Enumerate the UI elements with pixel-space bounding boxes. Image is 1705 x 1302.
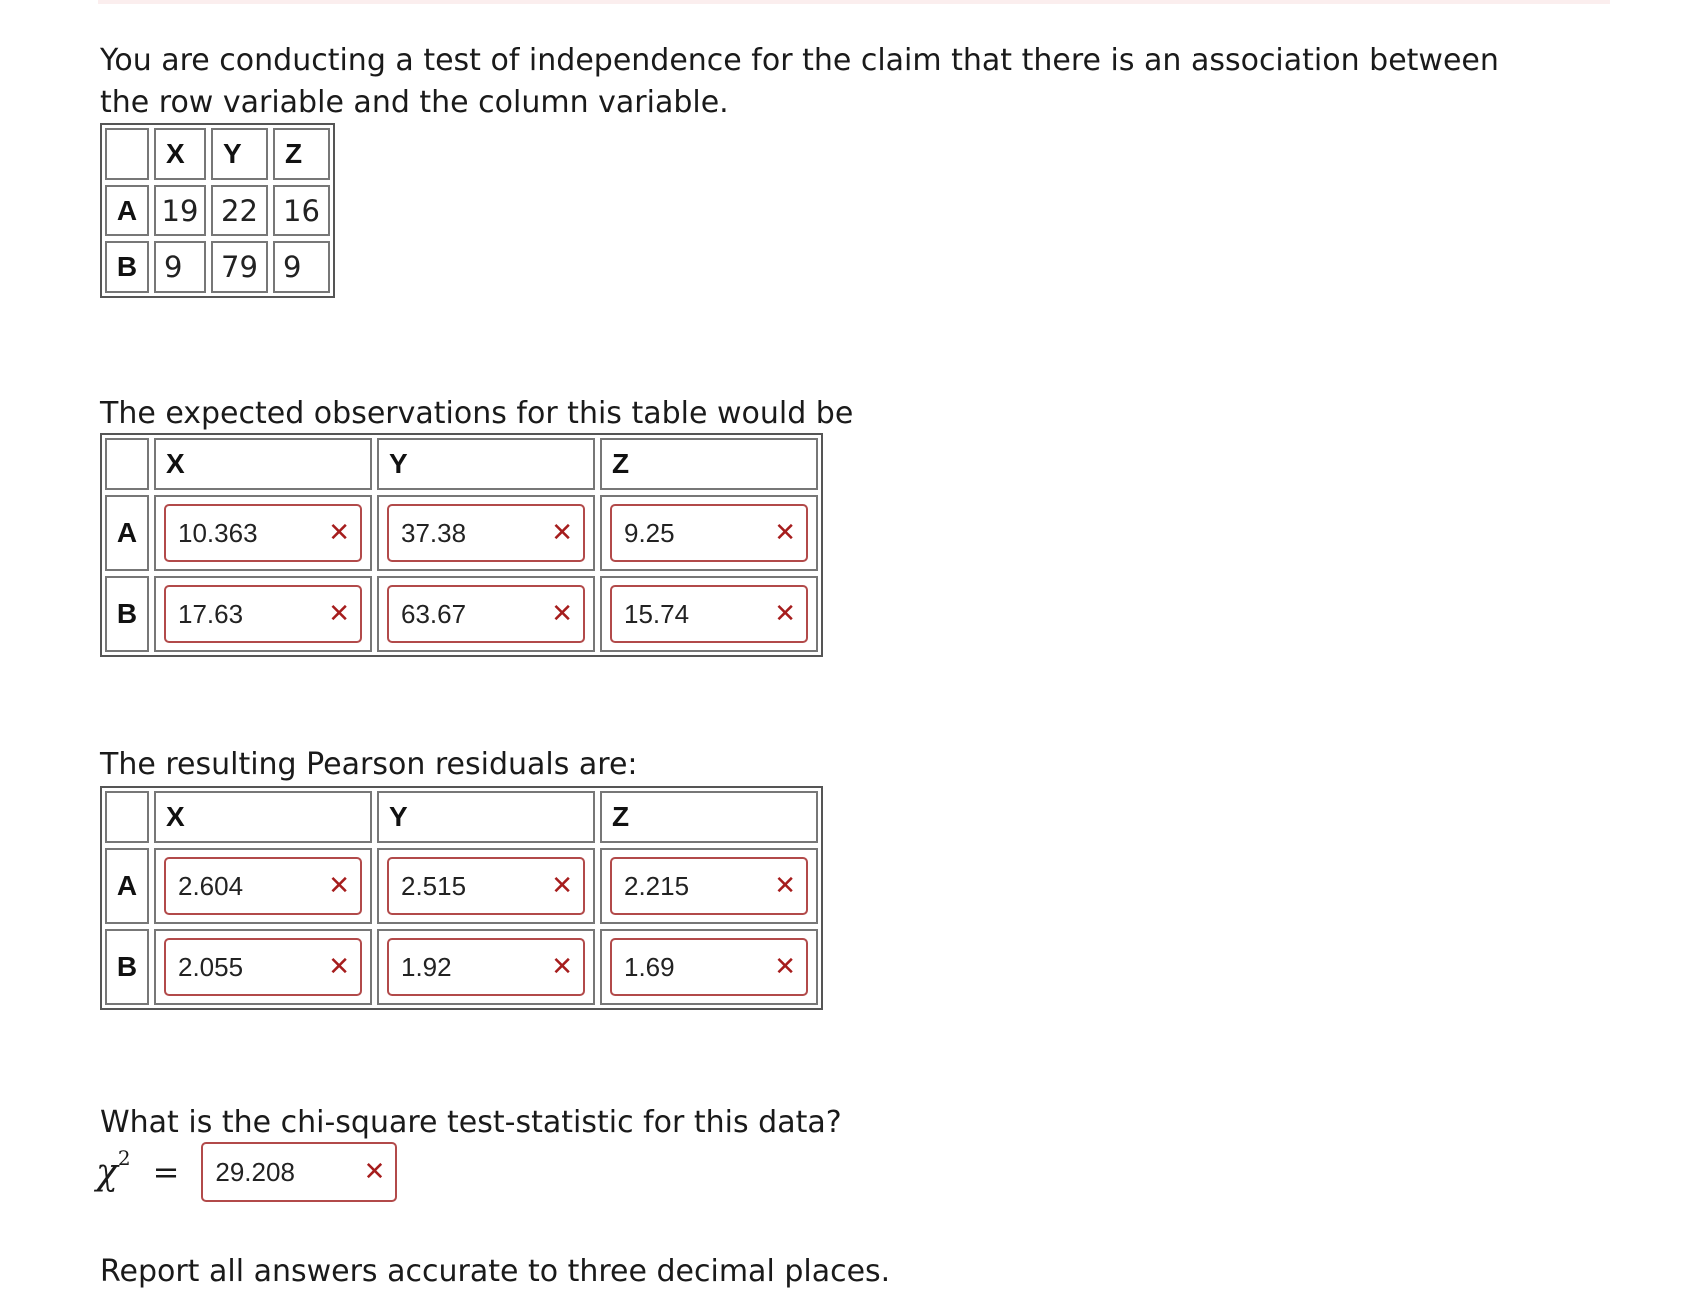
observed-value: 9 bbox=[273, 241, 330, 293]
column-header: Y bbox=[377, 791, 595, 843]
incorrect-x-icon: ✕ bbox=[328, 871, 350, 901]
answer-cell bbox=[377, 576, 595, 652]
column-header: Z bbox=[273, 128, 330, 180]
answer-value: 63.67 bbox=[401, 598, 467, 629]
table-corner bbox=[105, 791, 149, 843]
footer-instruction: Report all answers accurate to three decimal places. bbox=[100, 1254, 891, 1289]
table-corner bbox=[105, 438, 149, 490]
answer-cell bbox=[154, 576, 372, 652]
answer-cell bbox=[154, 929, 372, 1005]
answer-input[interactable] bbox=[610, 504, 808, 562]
incorrect-x-icon: ✕ bbox=[774, 599, 796, 629]
incorrect-x-icon: ✕ bbox=[328, 952, 350, 982]
answer-input[interactable] bbox=[164, 585, 362, 643]
observed-value: 16 bbox=[273, 185, 330, 236]
chi-square-symbol bbox=[96, 1145, 131, 1193]
answer-input[interactable] bbox=[164, 504, 362, 562]
expected-prompt: The expected observations for this table would be bbox=[100, 396, 854, 431]
incorrect-x-icon: ✕ bbox=[551, 871, 573, 901]
answer-value: 17.63 bbox=[178, 598, 244, 629]
answer-value: 10.363 bbox=[178, 517, 258, 548]
residuals-prompt: The resulting Pearson residuals are: bbox=[100, 747, 638, 782]
answer-cell bbox=[377, 929, 595, 1005]
answer-value: 1.92 bbox=[401, 951, 452, 982]
residuals-table bbox=[100, 786, 823, 1010]
answer-input[interactable] bbox=[387, 504, 585, 562]
answer-input[interactable] bbox=[387, 857, 585, 915]
chi-exponent: 2 bbox=[117, 1145, 131, 1170]
chi-square-input[interactable] bbox=[201, 1142, 397, 1202]
answer-input[interactable] bbox=[387, 938, 585, 996]
table-corner bbox=[105, 128, 149, 180]
row-header: B bbox=[105, 241, 149, 293]
equals-sign: = bbox=[152, 1153, 180, 1191]
incorrect-x-icon: ✕ bbox=[774, 518, 796, 548]
answer-cell bbox=[600, 576, 818, 652]
answer-cell bbox=[600, 848, 818, 924]
answer-value: 2.055 bbox=[178, 951, 244, 982]
answer-value: 1.69 bbox=[624, 951, 675, 982]
incorrect-x-icon: ✕ bbox=[363, 1157, 386, 1187]
answer-cell bbox=[377, 495, 595, 571]
observed-value: 22 bbox=[211, 185, 268, 236]
incorrect-x-icon: ✕ bbox=[551, 518, 573, 548]
chi-square-answer-row bbox=[96, 1142, 397, 1202]
row-header: B bbox=[105, 576, 149, 652]
chi-square-prompt: What is the chi-square test-statistic for this data? bbox=[100, 1105, 842, 1140]
column-header: Z bbox=[600, 791, 818, 843]
answer-value: 2.515 bbox=[401, 870, 467, 901]
answer-cell bbox=[600, 929, 818, 1005]
answer-cell bbox=[377, 848, 595, 924]
expected-table bbox=[100, 433, 823, 657]
column-header: X bbox=[154, 128, 206, 180]
incorrect-x-icon: ✕ bbox=[774, 952, 796, 982]
row-header: A bbox=[105, 848, 149, 924]
column-header: Y bbox=[211, 128, 268, 180]
answer-value: 2.604 bbox=[178, 870, 244, 901]
answer-cell bbox=[154, 495, 372, 571]
row-header: B bbox=[105, 929, 149, 1005]
answer-input[interactable] bbox=[610, 585, 808, 643]
answer-value: 15.74 bbox=[624, 598, 690, 629]
row-header: A bbox=[105, 495, 149, 571]
top-divider bbox=[98, 0, 1610, 4]
column-header: X bbox=[154, 791, 372, 843]
answer-input[interactable] bbox=[164, 857, 362, 915]
answer-cell bbox=[600, 495, 818, 571]
answer-cell bbox=[154, 848, 372, 924]
incorrect-x-icon: ✕ bbox=[774, 871, 796, 901]
answer-input[interactable] bbox=[164, 938, 362, 996]
answer-value: 2.215 bbox=[624, 870, 690, 901]
observed-table bbox=[100, 123, 335, 298]
answer-value: 37.38 bbox=[401, 517, 467, 548]
observed-value: 79 bbox=[211, 241, 268, 293]
answer-value: 9.25 bbox=[624, 517, 675, 548]
incorrect-x-icon: ✕ bbox=[328, 599, 350, 629]
incorrect-x-icon: ✕ bbox=[328, 518, 350, 548]
intro-text: You are conducting a test of independence for the claim that there is an association between the row variable and the column variable. bbox=[100, 43, 1499, 120]
answer-input[interactable] bbox=[387, 585, 585, 643]
answer-input[interactable] bbox=[610, 857, 808, 915]
incorrect-x-icon: ✕ bbox=[551, 599, 573, 629]
answer-value: 29.208 bbox=[215, 1156, 295, 1187]
answer-input[interactable] bbox=[610, 938, 808, 996]
column-header: Y bbox=[377, 438, 595, 490]
observed-value: 19 bbox=[154, 185, 206, 236]
observed-value: 9 bbox=[154, 241, 206, 293]
row-header: A bbox=[105, 185, 149, 236]
incorrect-x-icon: ✕ bbox=[551, 952, 573, 982]
chi-letter: χ bbox=[96, 1151, 118, 1193]
column-header: Z bbox=[600, 438, 818, 490]
column-header: X bbox=[154, 438, 372, 490]
